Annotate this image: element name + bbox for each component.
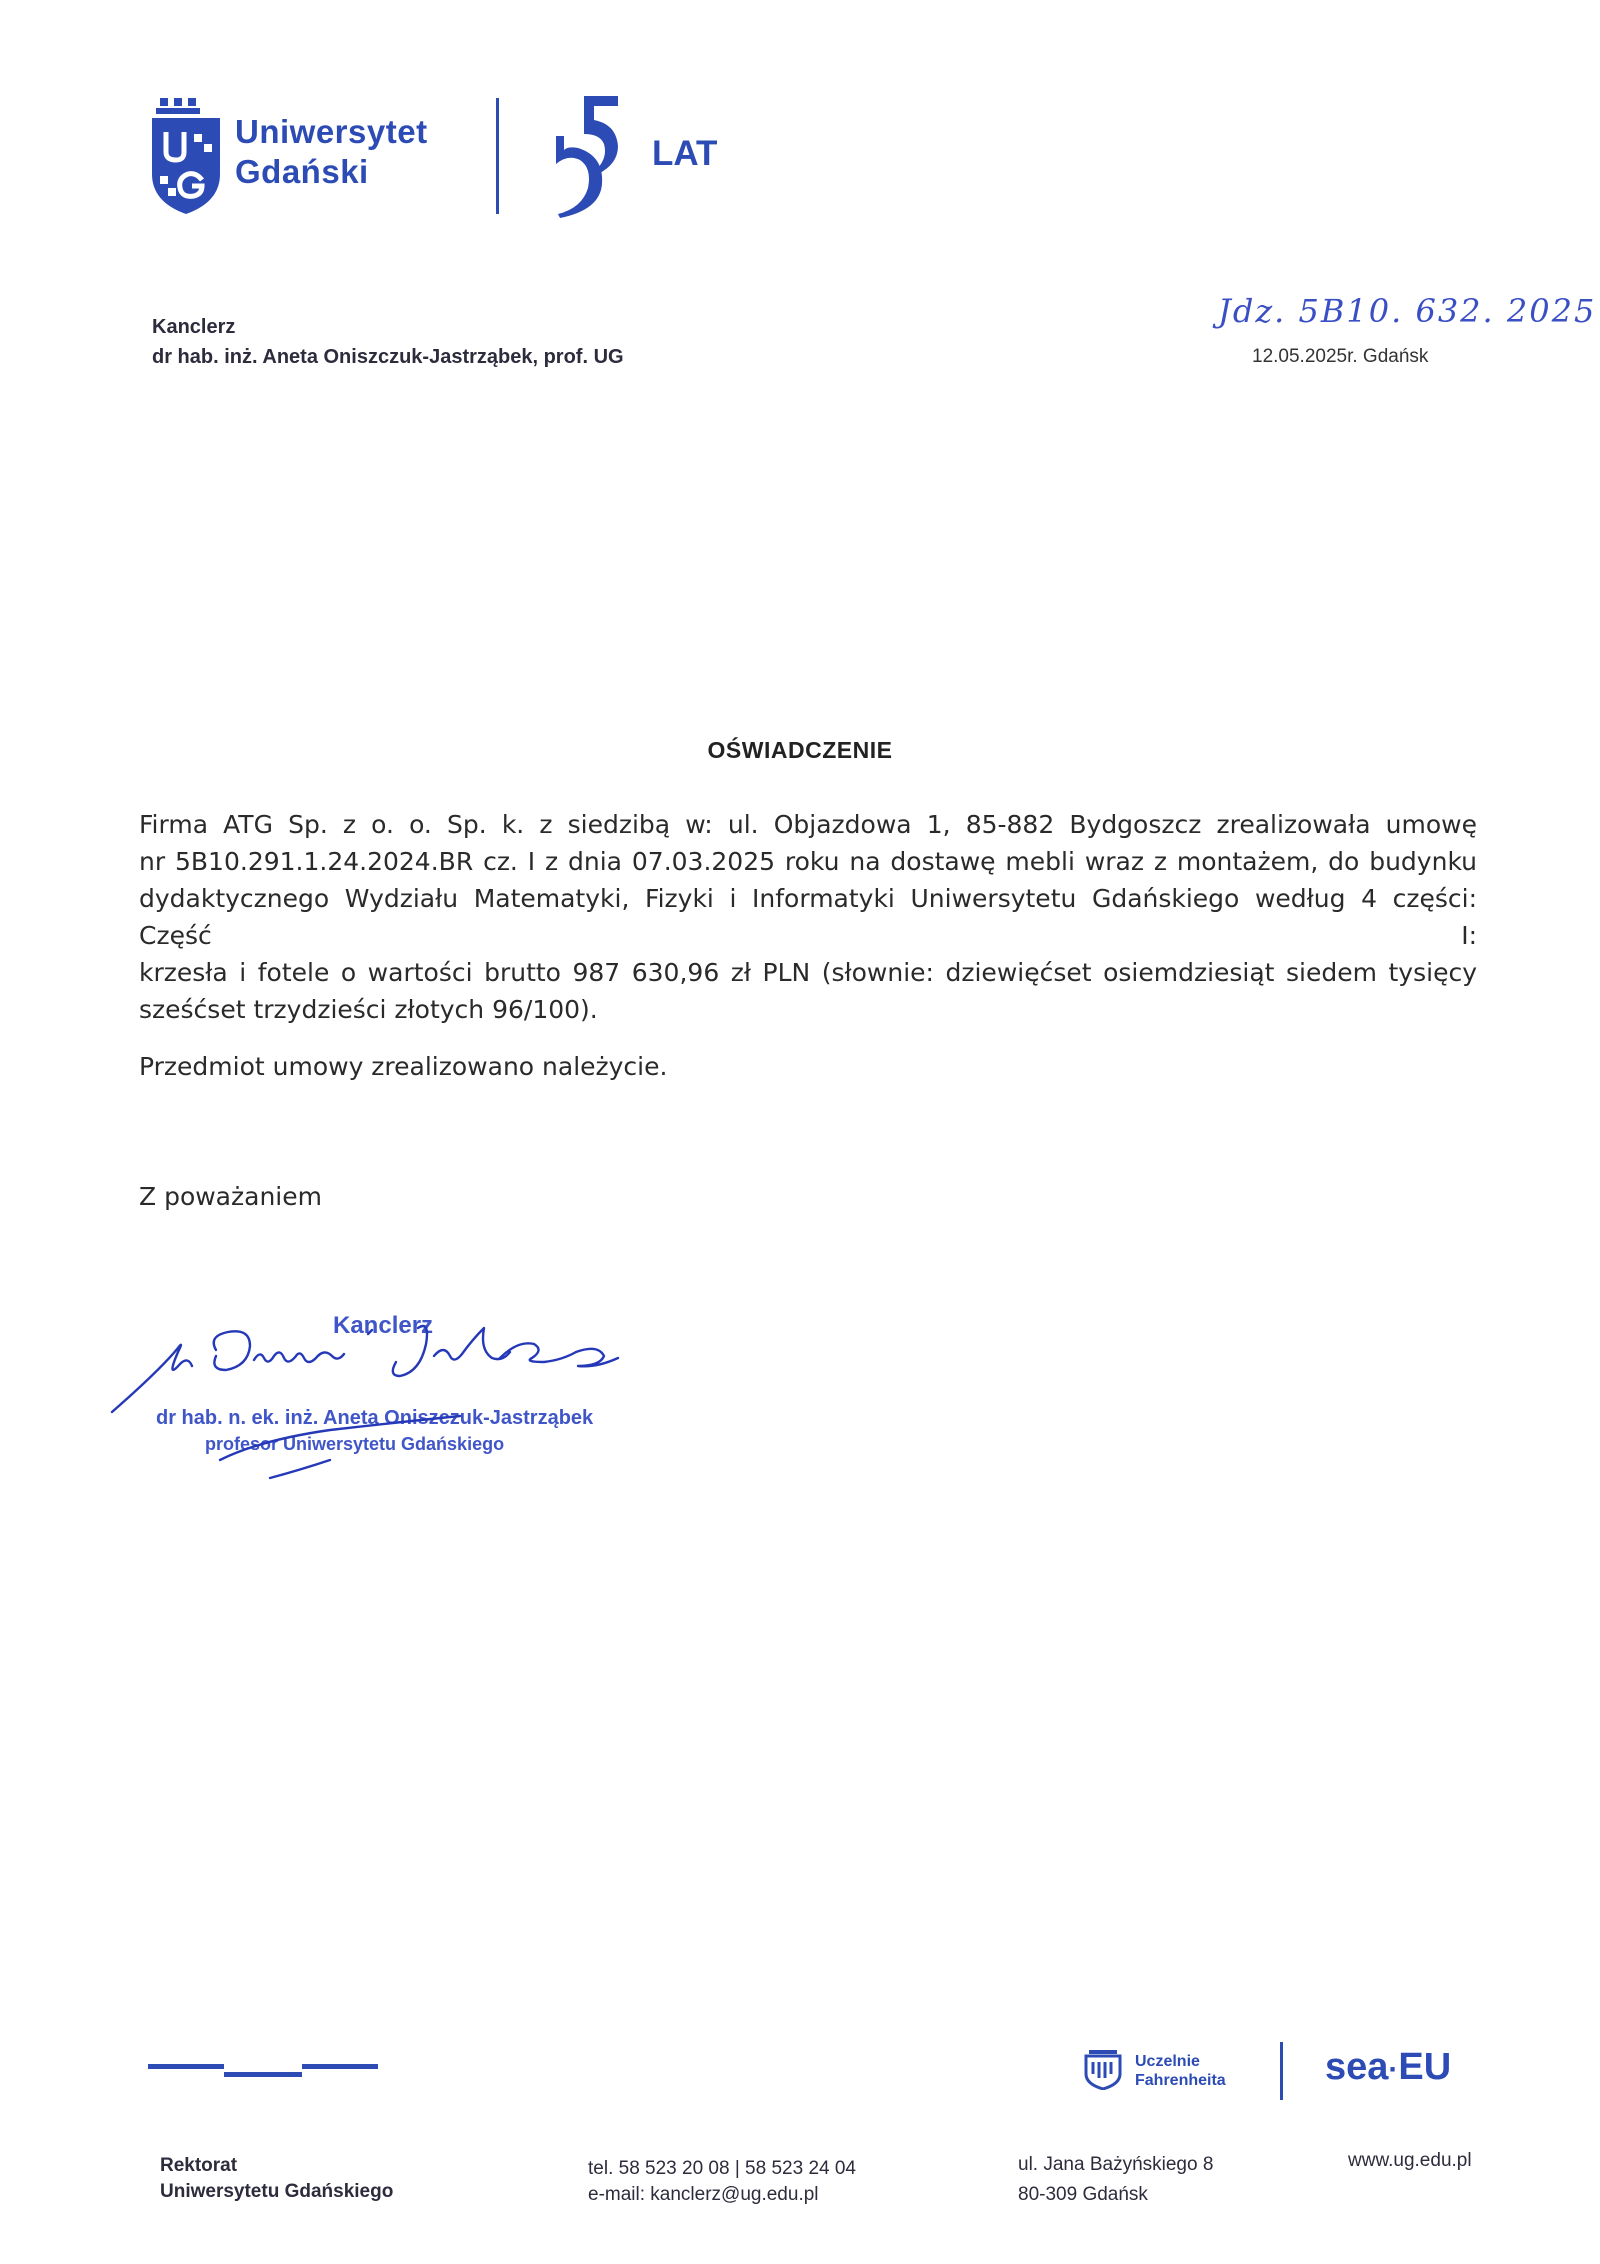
footer-address — [1018, 2150, 1213, 2210]
sea-eu-logo — [1325, 2046, 1451, 2089]
paragraph-line: krzesła i fotele o wartości brutto 987 630,96 zł PLN (słownie: dziewięćset osiemdziesiąt siedem tysięcy — [139, 958, 1477, 987]
sea-eu-part-sea: sea — [1325, 2046, 1389, 2088]
sender-name: dr hab. inż. Aneta Oniszczuk-Jastrząbek, prof. UG — [152, 346, 624, 368]
sender-role: Kanclerz — [152, 316, 236, 338]
footer-contact — [588, 2156, 856, 2208]
closing-salutation: Z poważaniem — [139, 1182, 322, 1211]
footer-office-line1: Rektorat — [160, 2155, 238, 2176]
footer-website: www.ug.edu.pl — [1348, 2150, 1472, 2171]
statement-sentence: Przedmiot umowy zrealizowano należycie. — [139, 1052, 668, 1081]
fahrenheit-universities-icon — [1083, 2048, 1123, 2090]
footer-phone: tel. 58 523 20 08 | 58 523 24 04 — [588, 2158, 856, 2179]
fahrenheit-line1: Uczelnie — [1135, 2053, 1200, 2070]
footer-accent-bar — [148, 2060, 378, 2082]
stamp-title: profesor Uniwersytetu Gdańskiego — [205, 1434, 505, 1454]
footer-divider — [1280, 2042, 1283, 2100]
sea-eu-dot-icon: · — [1388, 2053, 1399, 2086]
header-divider — [496, 98, 499, 214]
handwritten-signature — [100, 1300, 720, 1490]
fahrenheit-universities-label — [1135, 2052, 1226, 2090]
stamp-name: dr hab. n. ek. inż. Aneta Oniszczuk-Jastrząbek — [156, 1407, 594, 1429]
statement-paragraph — [139, 806, 1477, 1028]
paragraph-line: dydaktycznego Wydziału Matematyki, Fizyki i Informatyki Uniwersytetu Gdańskiego według 4 części: Część I: — [139, 884, 1477, 950]
anniversary-label: LAT — [652, 134, 718, 173]
sea-eu-part-eu: EU — [1398, 2046, 1452, 2088]
anniversary-55-logo — [552, 96, 622, 218]
document-date: 12.05.2025r. Gdańsk — [1252, 346, 1429, 367]
footer-email: e-mail: kanclerz@ug.edu.pl — [588, 2184, 819, 2205]
university-name — [235, 112, 428, 192]
footer-address-line1: ul. Jana Bażyńskiego 8 — [1018, 2154, 1214, 2175]
footer-address-line2: 80-309 Gdańsk — [1018, 2184, 1148, 2205]
footer-office — [160, 2153, 393, 2205]
fahrenheit-line2: Fahrenheita — [1135, 2072, 1226, 2089]
paragraph-line: Firma ATG Sp. z o. o. Sp. k. z siedzibą w: ul. Objazdowa 1, 85-882 Bydgoszcz zrealizowała umowę — [139, 810, 1477, 839]
stamp-role: Kanclerz — [333, 1312, 434, 1339]
university-name-line1: Uniwersytet — [235, 113, 428, 150]
footer-office-line2: Uniwersytetu Gdańskiego — [160, 2181, 394, 2202]
paragraph-line: nr 5B10.291.1.24.2024.BR cz. I z dnia 07.03.2025 roku na dostawę mebli wraz z montażem, do budynku — [139, 847, 1477, 876]
handwritten-reference-number: Jdz. 5B10. 632. 2025 — [1218, 292, 1597, 330]
document-title: OŚWIADCZENIE — [707, 737, 893, 763]
paragraph-line: sześćset trzydzieści złotych 96/100). — [139, 995, 598, 1024]
university-name-line2: Gdański — [235, 153, 369, 190]
